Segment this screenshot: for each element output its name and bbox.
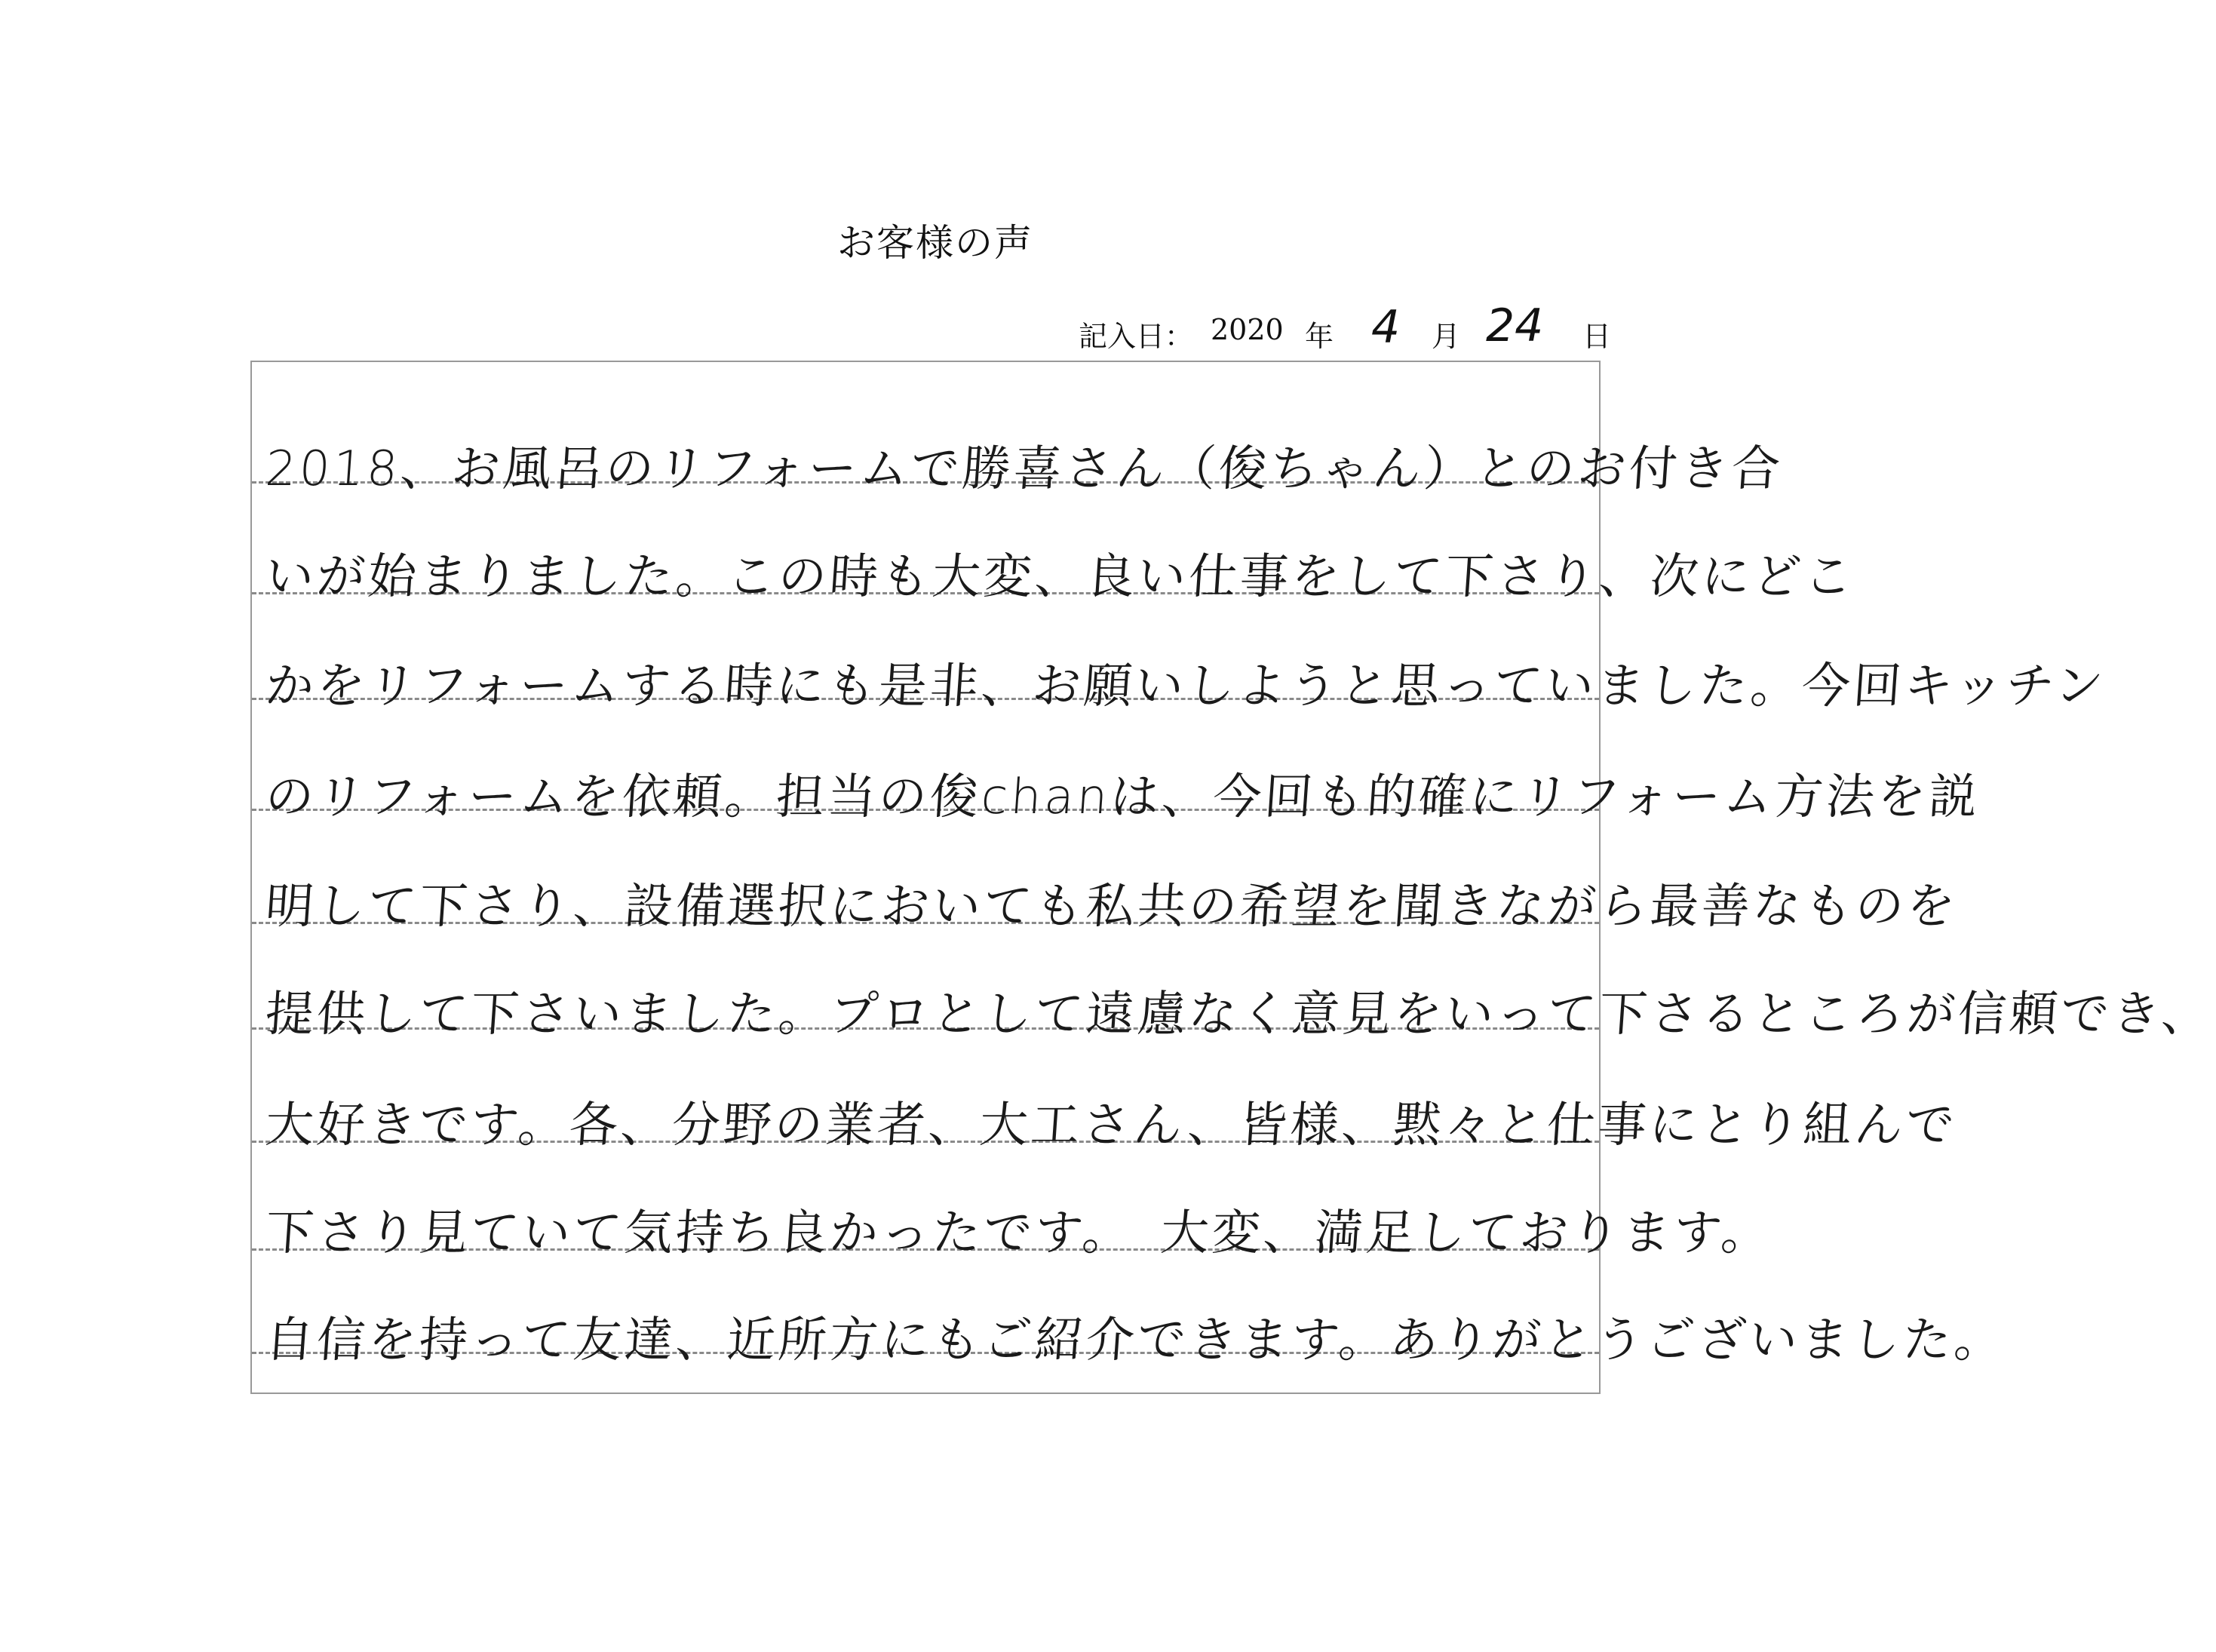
date-day-handwritten: 24 [1486, 299, 1544, 352]
handwritten-line: のリフォームを依頼。担当の俊chanは、今回も的確にリフォーム方法を説 [263, 769, 1982, 825]
date-year-unit: 年 [1305, 320, 1334, 353]
handwritten-line: 自信を持って友達、近所方にもご紹介できます。ありがとうございました。 [263, 1313, 2008, 1368]
page-title: お客様の声 [837, 221, 1033, 265]
date-year: 2020 [1211, 313, 1284, 346]
handwritten-line: 提供して下さいました。プロとして遠慮なく意見をいって下さるところが信頼でき、 [263, 987, 2215, 1042]
handwritten-line: いが始まりました。この時も大変、良い仕事をして下さり、次にどこ [263, 549, 1858, 605]
date-month-handwritten: 4 [1371, 301, 1401, 354]
handwritten-line: 大好きです。各、分野の業者、大工さん、皆様、黙々と仕事にとり組んで [263, 1098, 1960, 1153]
comment-sheet [250, 361, 2215, 1394]
handwritten-line: 下さり見ていて気持ち良かったです。 大変、満足しております。 [263, 1205, 1775, 1261]
date-day-unit: 日 [1582, 320, 1612, 353]
handwritten-line: かをリフォームする時にも是非、お願いしようと思っていました。今回キッチン [263, 659, 2108, 714]
entry-date [1079, 299, 1612, 358]
date-label: 記入日： [1079, 320, 1194, 353]
date-month-unit: 月 [1432, 320, 1461, 353]
handwritten-line: 明して下さり、設備選択においても私共の希望を聞きながら最善なものを [263, 879, 1960, 935]
handwritten-line: 2018、お風呂のリフォームで勝喜さん（俊ちゃん）とのお付き合 [263, 441, 1785, 497]
